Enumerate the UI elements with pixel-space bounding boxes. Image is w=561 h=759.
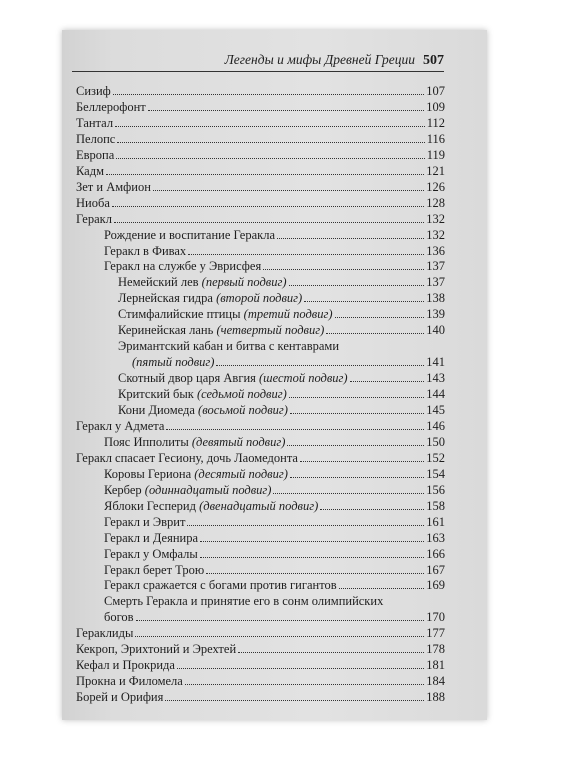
dot-leader <box>177 657 424 669</box>
dot-leader <box>263 258 424 270</box>
toc-entry-label: Кербер <box>104 482 145 497</box>
toc-entry <box>76 195 445 211</box>
toc-entry-label: Яблоки Гесперид <box>104 498 200 513</box>
toc-entry-title <box>104 577 337 593</box>
toc-entry <box>76 147 445 163</box>
toc-entry-title <box>104 609 134 625</box>
toc-entry-page: 116 <box>426 131 445 146</box>
toc-entry-title <box>132 354 214 370</box>
toc-entry-label: Сизиф <box>76 84 111 98</box>
toc-entry-page: 154 <box>426 466 445 481</box>
toc-entry-note: (пятый подвиг) <box>132 355 215 370</box>
toc-entry-title <box>76 418 164 434</box>
toc-entry-title <box>104 514 185 530</box>
dot-leader <box>287 434 424 446</box>
toc-entry <box>104 530 445 546</box>
toc-entry <box>104 577 445 593</box>
toc-entry-note: (первый подвиг) <box>201 275 287 290</box>
dot-leader <box>289 386 424 398</box>
toc-entry <box>76 673 445 689</box>
toc-entry <box>118 370 445 386</box>
dot-leader <box>350 370 425 382</box>
toc-entry-note: (седьмой подвиг) <box>196 387 287 402</box>
toc-entry-label: Геракл сражается с богами против гигантов <box>104 578 337 593</box>
toc-entry <box>118 322 445 338</box>
toc-entry-label: Рождение и воспитание Геракла <box>104 227 275 242</box>
toc-entry <box>76 641 445 657</box>
toc-entry-page: 152 <box>426 450 445 465</box>
toc-entry <box>104 258 445 274</box>
toc-entry-note: (одиннадцатый подвиг) <box>144 482 272 497</box>
toc-entry-label: Лернейская гидра <box>118 291 217 306</box>
toc-entry-title <box>76 131 115 147</box>
toc-entry-title <box>104 530 198 546</box>
toc-entry-page: 167 <box>426 562 445 577</box>
toc-entry-page: 119 <box>426 147 445 162</box>
toc-entry <box>104 498 445 514</box>
toc-entry-page: 126 <box>426 179 445 194</box>
toc-entry-label: Эримантский кабан и битва с кентаврами <box>118 339 340 354</box>
toc-entry-page: 169 <box>426 578 445 593</box>
toc-entry-label: Геракл на службе у Эврисфея <box>104 259 262 274</box>
toc-entry-page: 188 <box>426 690 445 705</box>
toc-entry <box>104 562 445 578</box>
toc-entry-title <box>104 546 198 562</box>
dot-leader <box>216 354 424 366</box>
toc-entry-label: Коровы Гериона <box>104 466 195 481</box>
dot-leader <box>166 418 424 430</box>
dot-leader <box>135 625 424 637</box>
toc-entry <box>104 466 445 482</box>
toc-entry-title <box>104 466 288 482</box>
toc-entry <box>104 609 445 625</box>
dot-leader <box>304 290 424 302</box>
dot-leader <box>165 689 424 701</box>
toc-entry-page: 121 <box>426 163 445 178</box>
toc-entry <box>104 243 445 259</box>
toc-entry-label: Геракл спасает Гесиону, дочь Лаомедонта <box>76 450 298 465</box>
toc-entry-page: 150 <box>426 434 445 449</box>
toc-entry-title <box>76 83 111 99</box>
toc-entry-label: Геракл у Омфалы <box>104 546 198 561</box>
toc-entry-title <box>104 258 261 274</box>
toc-entry-page: 163 <box>426 530 445 545</box>
dot-leader <box>185 673 424 685</box>
toc-entry-title <box>104 434 285 450</box>
toc-entry-label: Прокна и Филомела <box>76 674 183 689</box>
dot-leader <box>335 306 425 318</box>
toc-entry <box>104 593 445 609</box>
toc-entry <box>104 434 445 450</box>
toc-entry-label: Геракл берет Трою <box>104 562 205 577</box>
dot-leader <box>106 163 424 175</box>
dot-leader <box>385 594 443 605</box>
toc-entry-label: Керинейская лань <box>118 323 217 338</box>
toc-entry-title <box>118 290 302 306</box>
toc-entry-label: Беллерофонт <box>76 99 146 114</box>
toc-entry <box>76 625 445 641</box>
toc-entry-page: 128 <box>426 195 445 210</box>
toc-entry-label: Геракл и Деянира <box>104 530 199 545</box>
toc-entry-title <box>76 99 146 115</box>
toc-entry-page: 143 <box>426 371 445 386</box>
dot-leader <box>200 530 424 542</box>
dot-leader <box>290 402 424 414</box>
toc-entry-title <box>118 338 339 354</box>
toc-entry-title <box>104 562 204 578</box>
toc-entry-note: (десятый подвиг) <box>194 466 288 481</box>
toc-entry-title <box>104 593 383 609</box>
toc-entry-page: 138 <box>426 291 445 306</box>
dot-leader <box>153 179 424 191</box>
page-number: 507 <box>423 53 444 68</box>
toc-entry <box>76 163 445 179</box>
dot-leader <box>320 498 424 510</box>
dot-leader <box>289 274 425 286</box>
toc-entry-label: Критский бык <box>118 387 197 402</box>
toc-entry-label: Зет и Амфион <box>76 179 151 194</box>
dot-leader <box>273 482 424 494</box>
toc-entry-title <box>118 386 287 402</box>
toc-entry-label: Кадм <box>76 163 104 178</box>
toc-entry-title <box>76 450 298 466</box>
toc-entry-label: Европа <box>76 147 115 162</box>
toc-entry-note: (девятый подвиг) <box>191 434 286 449</box>
toc-entry <box>132 354 445 370</box>
toc-entry-label: богов <box>104 610 134 625</box>
toc-entry <box>76 99 445 115</box>
toc-entry-note: (двенадцатый подвиг) <box>199 498 319 513</box>
toc-entry-title <box>118 274 287 290</box>
toc-entry-note: (второй подвиг) <box>216 291 303 306</box>
toc-entry-label: Борей и Орифия <box>76 690 164 705</box>
toc-entry-title <box>76 657 175 673</box>
dot-leader <box>200 546 424 558</box>
toc-entry-title <box>76 641 236 657</box>
dot-leader <box>300 450 424 462</box>
toc-entry-title <box>104 482 271 498</box>
dot-leader <box>277 227 424 239</box>
toc-entry-note: (восьмой подвиг) <box>198 403 288 417</box>
toc-entry-page: 137 <box>426 259 445 274</box>
dot-leader <box>117 131 424 143</box>
toc-entry-title <box>118 402 288 418</box>
toc-entry-page: 132 <box>426 211 445 226</box>
toc-entry-label: Гераклиды <box>76 626 134 641</box>
toc-entry-note: (третий подвиг) <box>243 307 333 322</box>
toc-entry-title <box>118 322 324 338</box>
toc-entry-title <box>76 689 163 705</box>
toc-entry-page: 156 <box>426 482 445 497</box>
toc-entry-title <box>118 306 333 322</box>
toc-entry-label: Смерть Геракла и принятие его в сонм олимпийских <box>104 594 384 609</box>
toc-entry-title <box>76 163 104 179</box>
dot-leader <box>114 211 424 223</box>
toc-entry <box>76 83 445 99</box>
toc-entry <box>76 418 445 434</box>
toc-entry-page: 139 <box>426 307 445 322</box>
toc-entry-title <box>104 498 318 514</box>
toc-entry-page: 184 <box>426 674 445 689</box>
dot-leader <box>115 115 425 127</box>
toc-entry <box>118 338 445 354</box>
toc-entry-title <box>76 673 183 689</box>
dot-leader <box>206 562 424 574</box>
dot-leader <box>112 195 424 207</box>
toc-entry-page: 132 <box>426 227 445 242</box>
dot-leader <box>136 609 425 621</box>
toc-entry-label: Кефал и Прокрида <box>76 658 175 673</box>
dot-leader <box>188 243 424 255</box>
toc-entry-page: 136 <box>426 243 445 258</box>
toc-entry <box>104 482 445 498</box>
toc-entry <box>104 227 445 243</box>
toc-entry-label: Пояс Ипполиты <box>104 434 192 449</box>
toc-entry-title <box>76 195 110 211</box>
toc-entry-page: 141 <box>426 355 445 370</box>
toc-entry <box>76 689 445 705</box>
dot-leader <box>339 577 425 589</box>
toc-entry-label: Ниоба <box>76 195 110 210</box>
toc-entry-label: Тантал <box>76 115 114 130</box>
toc-entry <box>76 179 445 195</box>
dot-leader <box>148 99 424 111</box>
toc-entry <box>104 514 445 530</box>
toc-entry-title <box>76 211 112 227</box>
toc-entry-label: Геракл у Адмета <box>76 418 165 433</box>
dot-leader <box>187 514 424 526</box>
toc-entry-title <box>76 147 114 163</box>
toc-entry-label: Геракл и Эврит <box>104 514 186 529</box>
toc-entry-label: Немейский лев <box>118 275 202 290</box>
toc-entry-page: 177 <box>426 626 445 641</box>
dot-leader <box>326 322 424 334</box>
toc-entry <box>76 115 445 131</box>
toc-entry-page: 181 <box>426 658 445 673</box>
toc-entry <box>76 131 445 147</box>
toc-entry-page: 158 <box>426 498 445 513</box>
toc-entry-label: Геракл в Фивах <box>104 243 187 258</box>
toc-entry-page: 146 <box>426 418 445 433</box>
dot-leader <box>290 466 424 478</box>
toc-entry-page: 178 <box>426 642 445 657</box>
toc-entry <box>76 657 445 673</box>
toc-entry <box>118 306 445 322</box>
running-title: Легенды и мифы Древней Греции <box>224 52 415 67</box>
toc-entry-page: 112 <box>426 115 445 130</box>
toc-entry <box>104 546 445 562</box>
toc-entry-label: Кони Диомеда <box>118 403 199 417</box>
toc-entry-page: 166 <box>426 546 445 561</box>
toc-entry-title <box>104 243 186 259</box>
dot-leader <box>238 641 424 653</box>
toc-entry-page: 145 <box>426 403 445 417</box>
toc-entry <box>118 402 445 418</box>
toc-entry-page: 140 <box>426 323 445 338</box>
toc-entry-label: Скотный двор царя Авгия <box>118 371 260 386</box>
dot-leader <box>113 83 424 95</box>
toc-entry <box>118 290 445 306</box>
toc-entry-label: Пелопс <box>76 131 116 146</box>
dot-leader <box>341 339 443 350</box>
toc-entry-title <box>118 370 348 386</box>
toc-entry <box>76 450 445 466</box>
toc-entry <box>118 274 445 290</box>
toc-entry-note: (шестой подвиг) <box>259 371 348 386</box>
toc-entry-label: Стимфалийские птицы <box>118 307 244 322</box>
toc-entry-label: Геракл <box>76 211 112 226</box>
toc-entry-page: 144 <box>426 387 445 402</box>
toc-entry-title <box>104 227 275 243</box>
toc-entry-page: 109 <box>426 99 445 114</box>
toc-entry-page: 137 <box>426 275 445 290</box>
toc-entry-page: 161 <box>426 514 445 529</box>
toc-entry <box>118 386 445 402</box>
toc-entry-page: 170 <box>426 610 445 625</box>
toc-entry-title <box>76 625 133 641</box>
dot-leader <box>116 147 424 159</box>
toc-entry-title <box>76 179 151 195</box>
toc-entry-note: (четвертый подвиг) <box>216 323 325 338</box>
toc-entry-title <box>76 115 113 131</box>
toc-entry-page: 107 <box>426 84 445 98</box>
toc-entry-label: Кекроп, Эрихтоний и Эрехтей <box>76 642 237 657</box>
toc-entry <box>76 211 445 227</box>
